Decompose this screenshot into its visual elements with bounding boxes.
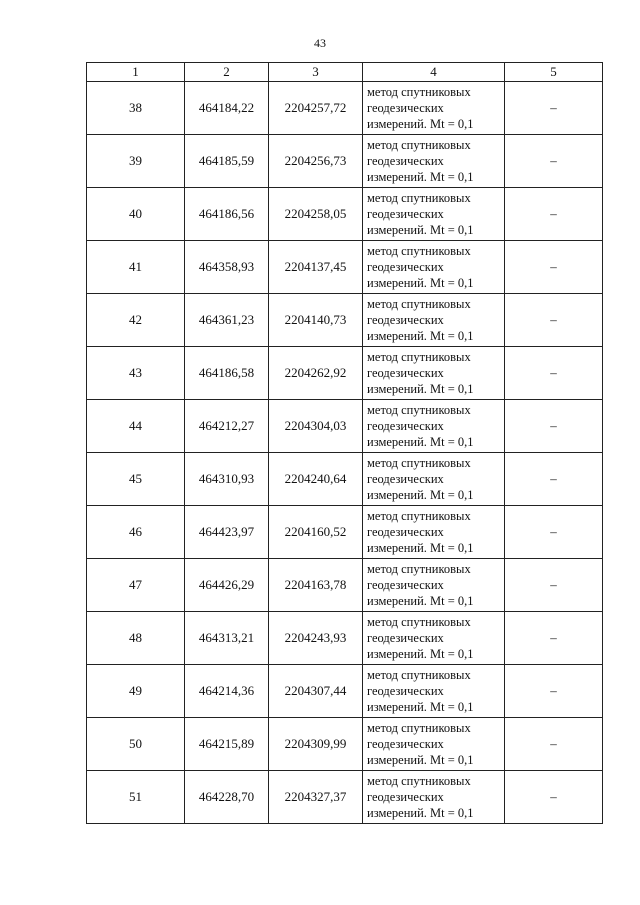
point-number-cell: 47	[87, 559, 185, 612]
y-coordinate-cell: 2204243,93	[269, 612, 363, 665]
table-row	[87, 82, 603, 135]
x-coordinate-cell: 464186,58	[185, 347, 269, 400]
method-line-1: метод спутниковых	[367, 350, 471, 364]
method-line-2: геодезических	[367, 419, 444, 433]
note-cell: –	[505, 559, 603, 612]
page-number: 43	[314, 36, 326, 50]
note-cell: –	[505, 188, 603, 241]
method-cell	[363, 559, 505, 612]
method-line-1: метод спутниковых	[367, 191, 471, 205]
method-line-2: геодезических	[367, 366, 444, 380]
method-line-2: геодезических	[367, 472, 444, 486]
method-cell	[363, 506, 505, 559]
method-line-3: измерений. Mt = 0,1	[367, 276, 474, 290]
header-col-2: 2	[185, 63, 269, 82]
method-line-1: метод спутниковых	[367, 509, 471, 523]
method-line-1: метод спутниковых	[367, 615, 471, 629]
point-number-cell: 49	[87, 665, 185, 718]
x-coordinate-cell: 464184,22	[185, 82, 269, 135]
method-line-3: измерений. Mt = 0,1	[367, 170, 474, 184]
table-row	[87, 400, 603, 453]
header-col-1: 1	[87, 63, 185, 82]
method-line-2: геодезических	[367, 684, 444, 698]
y-coordinate-cell: 2204256,73	[269, 135, 363, 188]
method-line-2: геодезических	[367, 790, 444, 804]
note-cell: –	[505, 82, 603, 135]
point-number-cell: 50	[87, 718, 185, 771]
y-coordinate-cell: 2204257,72	[269, 82, 363, 135]
note-cell: –	[505, 241, 603, 294]
method-line-2: геодезических	[367, 260, 444, 274]
y-coordinate-cell: 2204309,99	[269, 718, 363, 771]
y-coordinate-cell: 2204163,78	[269, 559, 363, 612]
method-line-2: геодезических	[367, 207, 444, 221]
method-cell	[363, 82, 505, 135]
method-line-2: геодезических	[367, 313, 444, 327]
method-line-1: метод спутниковых	[367, 774, 471, 788]
x-coordinate-cell: 464186,56	[185, 188, 269, 241]
note-cell: –	[505, 771, 603, 824]
x-coordinate-cell: 464215,89	[185, 718, 269, 771]
method-line-2: геодезических	[367, 631, 444, 645]
header-col-5: 5	[505, 63, 603, 82]
method-cell	[363, 718, 505, 771]
x-coordinate-cell: 464185,59	[185, 135, 269, 188]
table-row	[87, 612, 603, 665]
method-line-1: метод спутниковых	[367, 138, 471, 152]
method-cell	[363, 135, 505, 188]
point-number-cell: 44	[87, 400, 185, 453]
method-line-3: измерений. Mt = 0,1	[367, 594, 474, 608]
y-coordinate-cell: 2204240,64	[269, 453, 363, 506]
method-line-1: метод спутниковых	[367, 721, 471, 735]
x-coordinate-cell: 464426,29	[185, 559, 269, 612]
header-col-4: 4	[363, 63, 505, 82]
note-cell: –	[505, 506, 603, 559]
point-number-cell: 40	[87, 188, 185, 241]
y-coordinate-cell: 2204304,03	[269, 400, 363, 453]
table-row	[87, 241, 603, 294]
point-number-cell: 51	[87, 771, 185, 824]
header-col-3: 3	[269, 63, 363, 82]
method-line-3: измерений. Mt = 0,1	[367, 382, 474, 396]
method-line-3: измерений. Mt = 0,1	[367, 117, 474, 131]
point-number-cell: 43	[87, 347, 185, 400]
method-cell	[363, 400, 505, 453]
point-number-cell: 45	[87, 453, 185, 506]
method-line-1: метод спутниковых	[367, 562, 471, 576]
x-coordinate-cell: 464214,36	[185, 665, 269, 718]
method-line-3: измерений. Mt = 0,1	[367, 700, 474, 714]
method-cell	[363, 188, 505, 241]
point-number-cell: 46	[87, 506, 185, 559]
method-cell	[363, 665, 505, 718]
table-row	[87, 665, 603, 718]
y-coordinate-cell: 2204258,05	[269, 188, 363, 241]
method-line-3: измерений. Mt = 0,1	[367, 435, 474, 449]
table-row	[87, 135, 603, 188]
x-coordinate-cell: 464361,23	[185, 294, 269, 347]
y-coordinate-cell: 2204327,37	[269, 771, 363, 824]
method-line-3: измерений. Mt = 0,1	[367, 647, 474, 661]
y-coordinate-cell: 2204262,92	[269, 347, 363, 400]
method-cell	[363, 771, 505, 824]
y-coordinate-cell: 2204160,52	[269, 506, 363, 559]
x-coordinate-cell: 464212,27	[185, 400, 269, 453]
method-cell	[363, 347, 505, 400]
method-line-1: метод спутниковых	[367, 668, 471, 682]
method-cell	[363, 612, 505, 665]
x-coordinate-cell: 464310,93	[185, 453, 269, 506]
method-cell	[363, 294, 505, 347]
method-line-2: геодезических	[367, 154, 444, 168]
method-line-3: измерений. Mt = 0,1	[367, 488, 474, 502]
note-cell: –	[505, 612, 603, 665]
method-line-3: измерений. Mt = 0,1	[367, 753, 474, 767]
point-number-cell: 39	[87, 135, 185, 188]
note-cell: –	[505, 453, 603, 506]
table-body	[87, 82, 603, 824]
y-coordinate-cell: 2204307,44	[269, 665, 363, 718]
method-line-1: метод спутниковых	[367, 85, 471, 99]
method-line-1: метод спутниковых	[367, 456, 471, 470]
method-line-1: метод спутниковых	[367, 244, 471, 258]
table-row	[87, 506, 603, 559]
point-number-cell: 38	[87, 82, 185, 135]
x-coordinate-cell: 464423,97	[185, 506, 269, 559]
note-cell: –	[505, 400, 603, 453]
note-cell: –	[505, 294, 603, 347]
method-line-3: измерений. Mt = 0,1	[367, 329, 474, 343]
method-line-3: измерений. Mt = 0,1	[367, 806, 474, 820]
method-line-3: измерений. Mt = 0,1	[367, 541, 474, 555]
point-number-cell: 41	[87, 241, 185, 294]
method-line-2: геодезических	[367, 101, 444, 115]
table-row	[87, 559, 603, 612]
coordinates-table	[86, 62, 603, 824]
x-coordinate-cell: 464313,21	[185, 612, 269, 665]
table-row	[87, 771, 603, 824]
table-row	[87, 188, 603, 241]
note-cell: –	[505, 347, 603, 400]
y-coordinate-cell: 2204137,45	[269, 241, 363, 294]
method-line-2: геодезических	[367, 578, 444, 592]
table-header-row	[87, 63, 603, 82]
point-number-cell: 48	[87, 612, 185, 665]
x-coordinate-cell: 464358,93	[185, 241, 269, 294]
method-line-2: геодезических	[367, 525, 444, 539]
table-row	[87, 294, 603, 347]
y-coordinate-cell: 2204140,73	[269, 294, 363, 347]
method-line-1: метод спутниковых	[367, 297, 471, 311]
method-cell	[363, 453, 505, 506]
note-cell: –	[505, 135, 603, 188]
note-cell: –	[505, 665, 603, 718]
method-cell	[363, 241, 505, 294]
note-cell: –	[505, 718, 603, 771]
x-coordinate-cell: 464228,70	[185, 771, 269, 824]
table-row	[87, 453, 603, 506]
point-number-cell: 42	[87, 294, 185, 347]
table-row	[87, 347, 603, 400]
method-line-2: геодезических	[367, 737, 444, 751]
table-row	[87, 718, 603, 771]
method-line-1: метод спутниковых	[367, 403, 471, 417]
method-line-3: измерений. Mt = 0,1	[367, 223, 474, 237]
